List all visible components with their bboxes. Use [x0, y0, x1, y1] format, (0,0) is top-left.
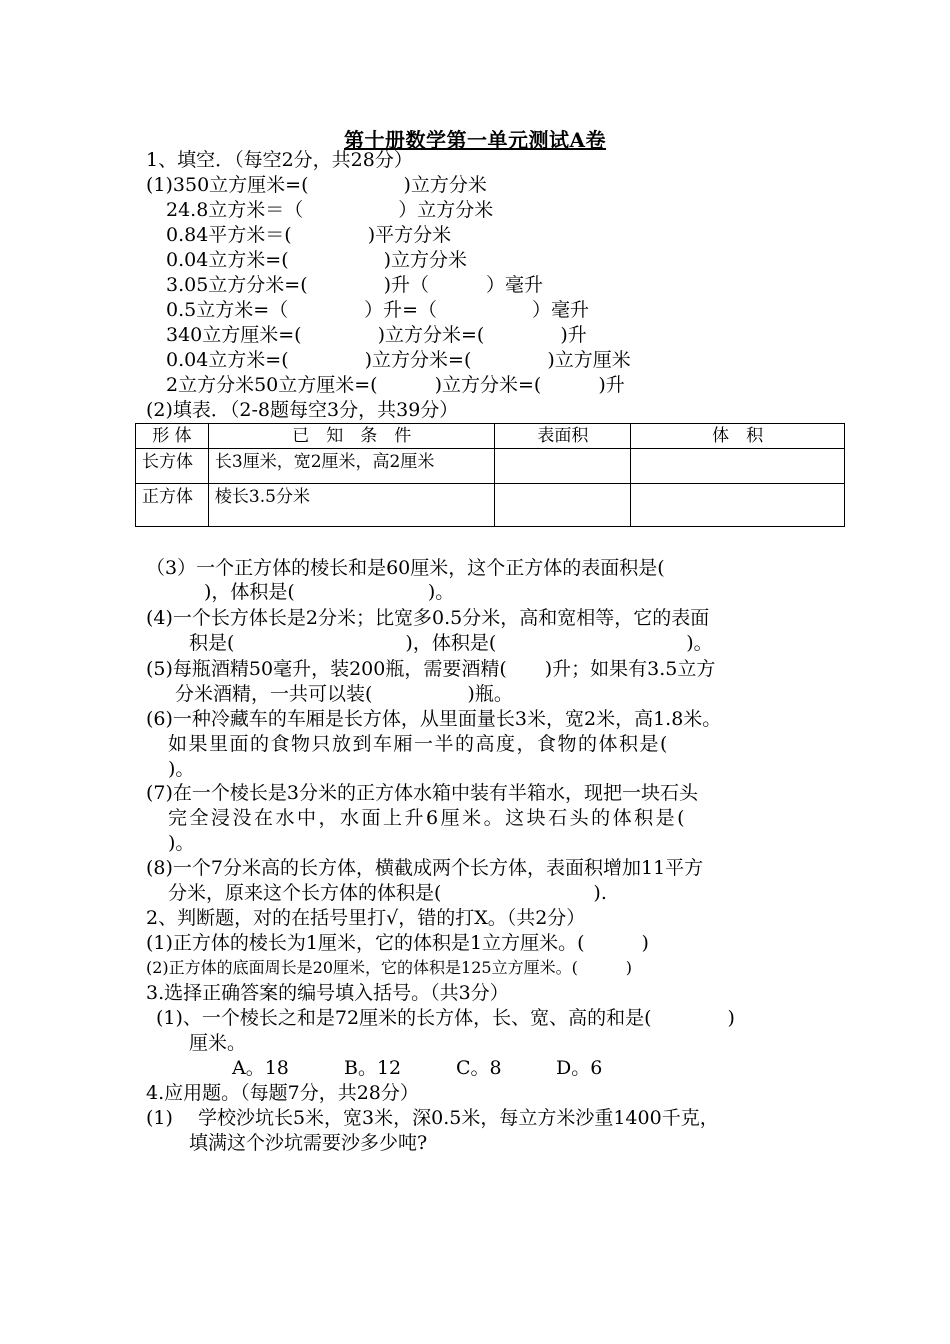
section2-heading: 2、判断题，对的在括号里打√，错的打X。（共2分）: [146, 907, 586, 929]
q3-line: )，体积是( )。: [166, 581, 455, 603]
q1-line: 0.84平方米＝( )平方分米: [166, 224, 452, 246]
page-title: 第十册数学第一单元测试A卷: [343, 128, 607, 152]
choice-question: (1)、一个棱长之和是72厘米的长方体，长、宽、高的和是( ): [156, 1007, 735, 1029]
table-cell: 棱长3.5分米: [208, 484, 495, 527]
table-row: [136, 484, 845, 527]
table-cell: 正方体: [136, 484, 209, 527]
word-problem: (1) 学校沙坑长5米，宽3米，深0.5米，每立方米沙重1400千克，: [146, 1107, 719, 1129]
shape-table: [135, 423, 845, 527]
choice-option-a[interactable]: A。18: [232, 1057, 289, 1079]
q8-line: (8)一个7分米高的长方体，横截成两个长方体，表面积增加11平方: [146, 857, 704, 879]
table-header-cell: 体 积: [631, 424, 845, 449]
q1-line: (1)350立方厘米=( )立方分米: [146, 174, 487, 196]
q4-line: 积是( )，体积是( )。: [189, 632, 713, 654]
table-header-cell: 表面积: [495, 424, 631, 449]
answer-cell[interactable]: [495, 449, 631, 484]
section3-heading: 3.选择正确答案的编号填入括号。（共3分）: [146, 982, 509, 1004]
q5-line: (5)每瓶酒精50毫升，装200瓶，需要酒精( )升；如果有3.5立方: [146, 658, 716, 680]
q7-line: (7)在一个棱长是3分米的正方体水箱中装有半箱水，现把一块石头: [146, 782, 699, 804]
table-header-cell: 形 体: [136, 424, 209, 449]
choice-option-d[interactable]: D。6: [556, 1057, 603, 1079]
answer-cell[interactable]: [631, 449, 845, 484]
choice-option-b[interactable]: B。12: [344, 1057, 402, 1079]
table-header-row: [136, 424, 845, 449]
section1-heading: 1、填空．（每空2分，共28分）: [146, 149, 413, 171]
q3-line: （3）一个正方体的棱长和是60厘米，这个正方体的表面积是(: [146, 557, 665, 579]
section4-heading: 4.应用题。（每题7分，共28分）: [146, 1082, 419, 1104]
table-row: [136, 449, 845, 484]
q1-line: 0.04立方米=( )立方分米=( )立方厘米: [166, 349, 631, 371]
q1-line: 340立方厘米=( )立方分米=( )升: [166, 324, 587, 346]
q6-line: 如果里面的食物只放到车厢一半的高度，食物的体积是(: [168, 733, 669, 755]
q1-line: 24.8立方米＝（ ）立方分米: [166, 199, 494, 221]
q1-line: 0.04立方米=( )立方分米: [166, 249, 468, 271]
answer-cell[interactable]: [631, 484, 845, 527]
q1-line: 0.5立方米=（ ）升=（ ）毫升: [166, 299, 590, 321]
judge-item: (2)正方体的底面周长是20厘米，它的体积是125立方厘米。( ): [146, 958, 633, 977]
table-header-cell: 已 知 条 件: [208, 424, 495, 449]
table-cell: 长方体: [136, 449, 209, 484]
q2-heading: (2)填表．（2-8题每空3分，共39分）: [146, 399, 459, 421]
choice-option-c[interactable]: C。8: [456, 1057, 502, 1079]
q1-line: 2立方分米50立方厘米=( )立方分米=( )升: [166, 374, 625, 396]
q1-line: 3.05立方分米=( )升（ ）毫升: [166, 274, 544, 296]
q5-line: 分米酒精，一共可以装( )瓶。: [175, 683, 513, 705]
choice-question: 厘米。: [189, 1032, 247, 1054]
q7-line: )。: [168, 832, 195, 854]
table-cell: 长3厘米，宽2厘米，高2厘米: [208, 449, 495, 484]
q6-line: )。: [168, 758, 195, 780]
judge-item: (1)正方体的棱长为1厘米，它的体积是1立方厘米。( ): [146, 932, 649, 954]
q4-line: (4)一个长方体长是2分米；比宽多0.5分米，高和宽相等，它的表面: [146, 607, 710, 629]
answer-cell[interactable]: [495, 484, 631, 527]
q8-line: 分米，原来这个长方体的体积是( ).: [168, 882, 607, 904]
q6-line: (6)一种冷藏车的车厢是长方体，从里面量长3米，宽2米，高1.8米。: [146, 708, 722, 730]
q7-line: 完全浸没在水中，水面上升6厘米。这块石头的体积是(: [168, 807, 688, 829]
word-problem: 填满这个沙坑需要沙多少吨?: [189, 1132, 428, 1154]
